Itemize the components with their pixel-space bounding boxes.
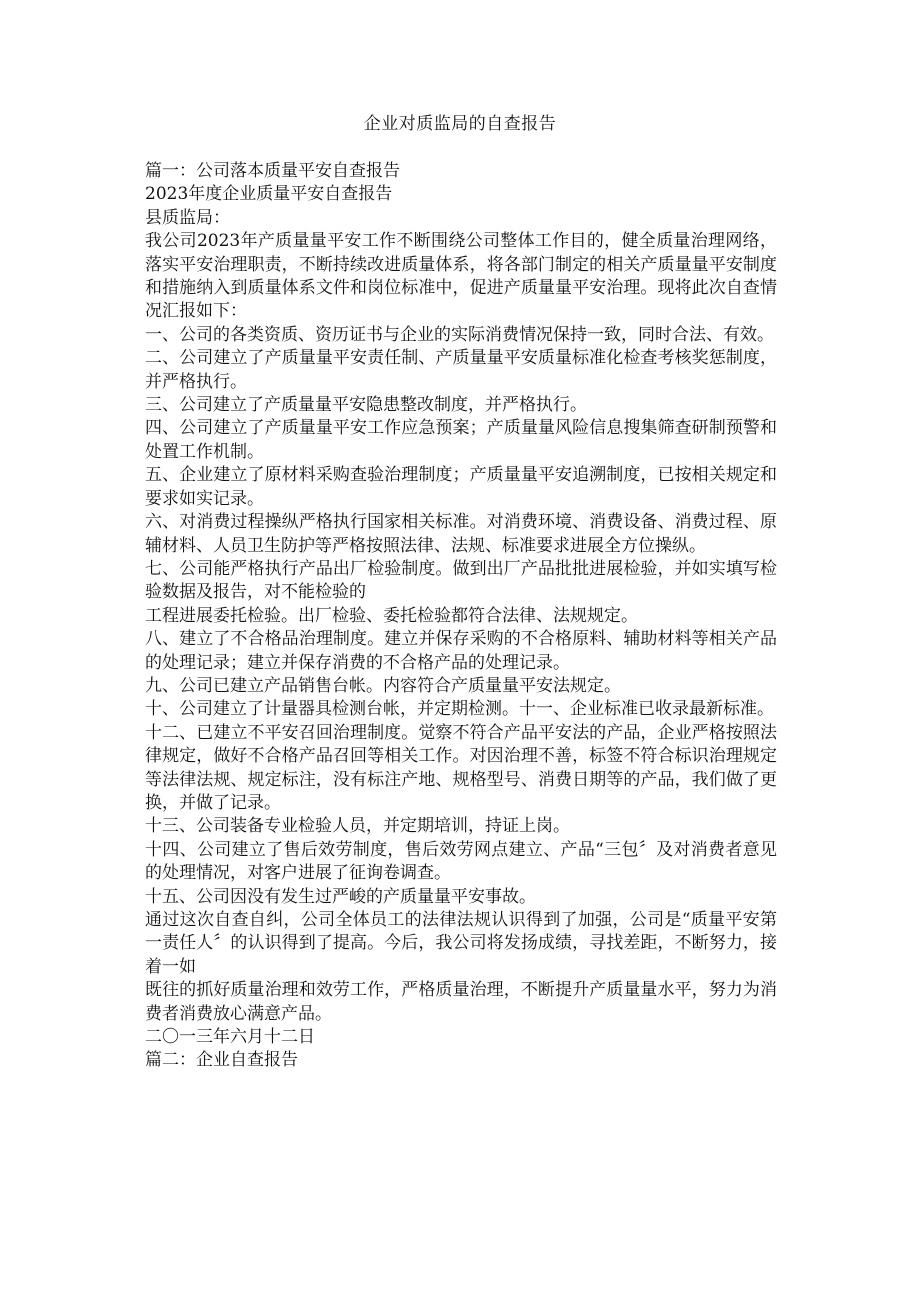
paragraph: 工程进展委托检验。出厂检验、委托检验都符合法律、法规规定。 [145,605,638,626]
paragraph: 七、公司能严格执行产品出厂检验制度。做到出厂产品批批进展检验，并如实填写检验数据及报告，对不能检验的 [145,558,777,603]
paragraph: 九、公司已建立产品销售台帐。内容符合产质量量平安法规定。 [145,675,621,696]
paragraph: 既往的抓好质量治理和效劳工作，严格质量治理，不断提升产质量量水平，努力为消费者消费放心满意产品。 [145,980,777,1024]
paragraph: 县质监局： [145,207,230,228]
paragraph: 八、建立了不合格品治理制度。建立并保存采购的不合格原料、辅助材料等相关产品的处理记录；建立并保存消费的不合格产品的处理记录。 [145,629,777,673]
paragraph: 十、公司建立了计量器具检测台帐，并定期检测。十一、企业标准已收录最新标准。 [145,699,774,720]
paragraph: 十五、公司因没有发生过严峻的产质量量平安事故。 [145,886,536,907]
paragraph: 十四、公司建立了售后效劳制度，售后效劳网点建立、产品“三包〞及对消费者意见的处理情况，对客户进展了征询卷调查。 [145,839,777,884]
document-title: 企业对质监局的自查报告 [363,114,557,134]
paragraph: 2023年度企业质量平安自查报告 [145,184,393,205]
paragraph: 一、公司的各类资质、资历证书与企业的实际消费情况保持一致，同时合法、有效。 [145,324,774,345]
paragraph: 十二、已建立不平安召回治理制度。觉察不符合产品平安法的产品，企业严格按照法律规定，做好不合格产品召回等相关工作。对因治理不善，标签不符合标识治理规定等法律法规、规定标注，没有标注产地、规格型号、消费日期等的产品，我们做了更换，并做了记录。 [145,722,777,813]
paragraph: 二、公司建立了产质量量平安责任制、产质量量平安质量标准化检查考核奖惩制度，并严格执行。 [145,348,777,392]
paragraph: 篇二：企业自查报告 [145,1050,298,1071]
paragraph: 篇一：公司落本质量平安自查报告 [145,161,400,181]
paragraph: 我公司2023年产质量量平安工作不断围绕公司整体工作目的，健全质量治理网络，落实平安治理职责，不断持续改进质量体系，将各部门制定的相关产质量量平安制度和措施纳入到质量体系文件和岗位标准中，促进产质量量平安治理。现将此次自查情况汇报如下： [145,231,777,322]
paragraph: 二〇一三年六月十二日 [145,1027,315,1048]
paragraph: 六、对消费过程操纵严格执行国家相关标准。对消费环境、消费设备、消费过程、原辅材料、人员卫生防护等严格按照法律、法规、标准要求进展全方位操纵。 [145,512,777,556]
paragraph: 四、公司建立了产质量量平安工作应急预案；产质量量风险信息搜集筛查研制预警和处置工作机制。 [145,418,777,462]
paragraph: 通过这次自查自纠，公司全体员工的法律法规认识得到了加强，公司是“质量平安第一责任人〞的认识得到了提高。今后，我公司将发扬成绩，寻找差距，不断努力，接着一如 [145,910,777,977]
paragraph: 三、公司建立了产质量量平安隐患整改制度，并严格执行。 [145,395,587,416]
paragraph: 五、企业建立了原材料采购查验治理制度；产质量量平安追溯制度，已按相关规定和要求如实记录。 [145,465,777,509]
paragraph: 十三、公司装备专业检验人员，并定期培训，持证上岗。 [145,816,570,837]
document-body [145,160,777,1073]
